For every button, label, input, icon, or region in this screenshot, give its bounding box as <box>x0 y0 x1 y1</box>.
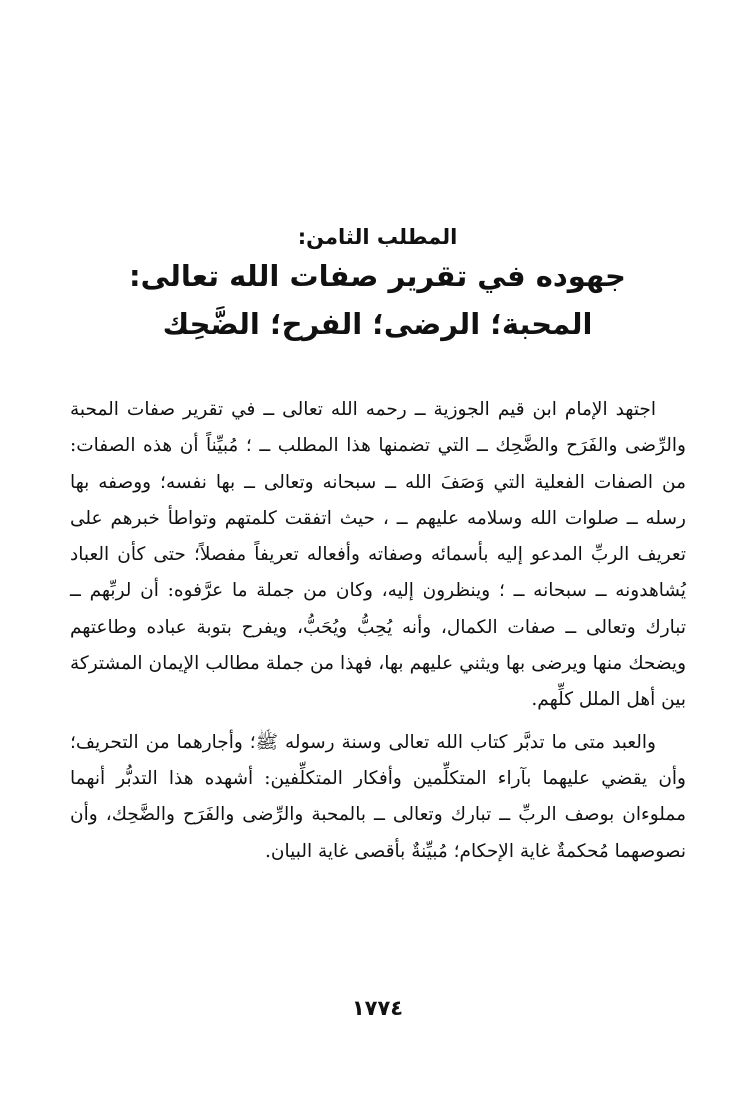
body-text <box>70 392 686 876</box>
section-title-line-2: المحبة؛ الرضى؛ الفرح؛ الضَّحِك <box>162 307 593 341</box>
paragraph-1: اجتهد الإمام ابن قيم الجوزية ــ رحمه الله تعالى ــ في تقرير صفات المحبة والرِّضى والفَرَح والضَّحِك ــ التي تضمنها هذا المطلب ــ ؛ مُبيِّناً أن هذه الصفات: من الصفات الفعلية التي وَصَفَ الله ــ سبحانه وتعالى ــ بها نفسه؛ ووصفه بها رسله ــ صلوات الله وسلامه عليهم ــ ، حيث اتفقت كلمتهم وتواطأ خبرهم على تعريف الربِّ المدعو إليه بأسمائه وصفاته وأفعاله تعريفاً مفصلاً؛ حتى كأن العباد يُشاهدونه ــ سبحانه ــ ؛ وينظرون إليه، وكان من جملة ما عرَّفوه: أن لربِّهم ــ تبارك وتعالى ــ صفات الكمال، وأنه يُحِبُّ ويُحَبُّ، ويفرح بتوبة عباده وطاعتهم ويضحك منها ويرضى بها ويثني عليهم بها، فهذا من جملة مطالب الإيمان المشتركة بين أهل الملل كلِّهم. <box>70 399 686 711</box>
paragraph-2: والعبد متى ما تدبَّر كتاب الله تعالى وسنة رسوله ﷺ؛ وأجارهما من التحريف؛ وأن يقضي عليهما بآراء المتكلِّمين وأفكار المتكلِّفين: أشهده هذا التدبُّر أنهما مملوءان بوصف الربِّ ــ تبارك وتعالى ــ بالمحبة والرِّضى والفَرَح والضَّحِك، وأن نصوصهما مُحكمةٌ غاية الإحكام؛ مُبيِّنةٌ بأقصى غاية البيان. <box>70 731 686 862</box>
section-header <box>60 222 695 348</box>
page-number: ١٧٧٤ <box>351 996 404 1020</box>
section-title-line-1: جهوده في تقرير صفات الله تعالى: <box>129 259 626 293</box>
section-kicker: المطلب الثامن: <box>297 225 458 249</box>
